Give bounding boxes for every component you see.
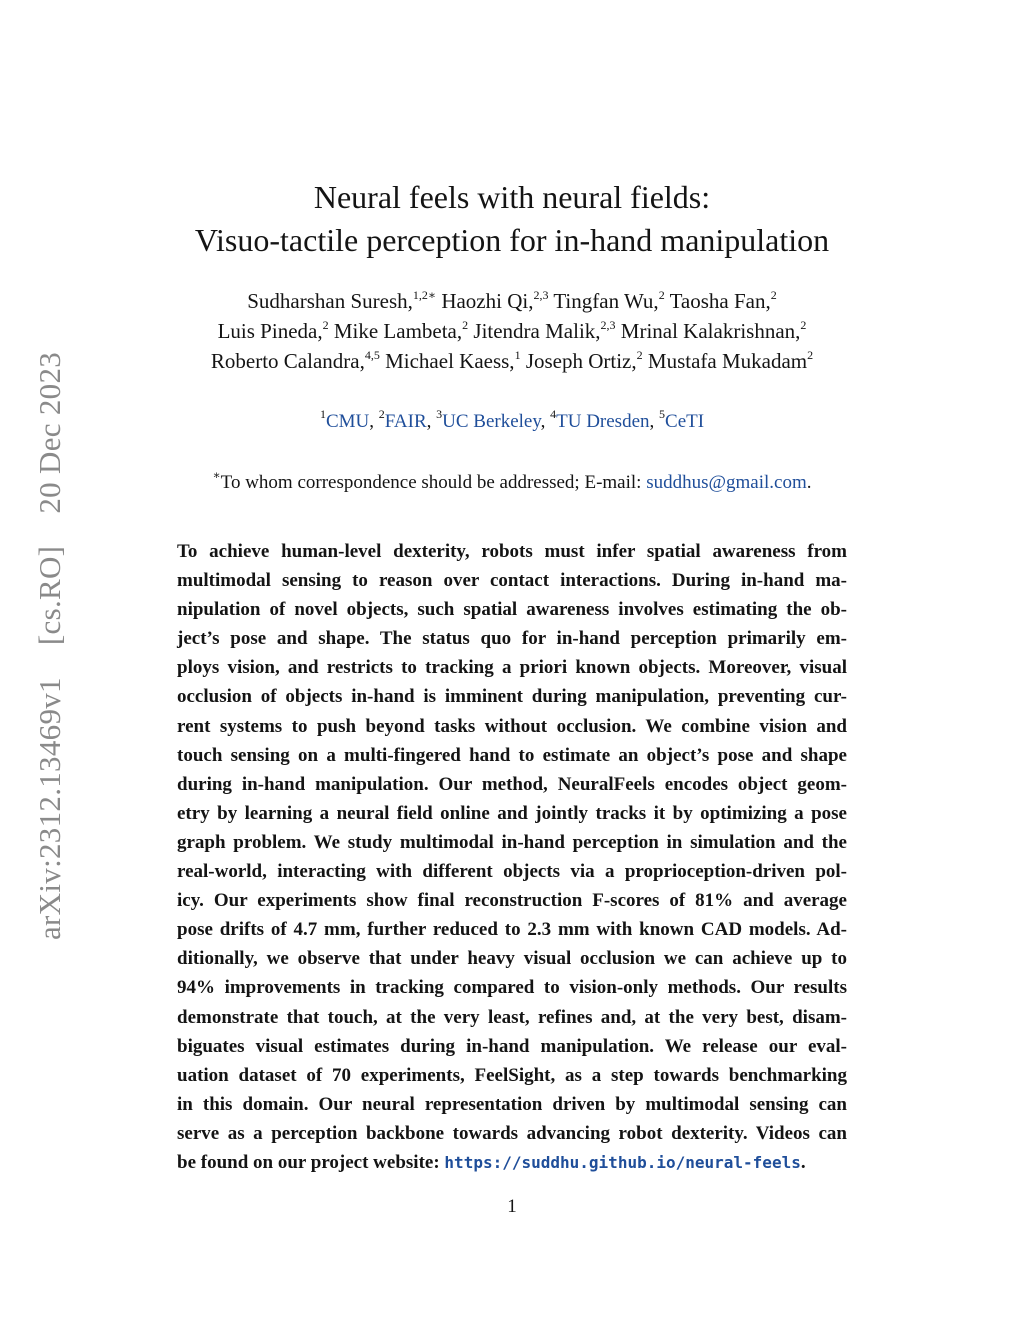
author: Mrinal Kalakrishnan, [620,319,801,343]
abstract-line: serve as a perception backbone towards advancing robot dexterity. Videos can [177,1122,847,1144]
affil-number: 4 [550,407,557,421]
author-affil-mark: 2 [658,288,665,302]
corr-text: To whom correspondence should be addressed; E-mail: [220,472,647,493]
abstract-line: etry by learning a neural field online and jointly tracks it by optimizing a pose [177,802,847,824]
abstract-line: during in-hand manipulation. Our method, NeuralFeels encodes object geom- [177,773,847,795]
abstract-line: demonstrate that touch, at the very least, refines and, at the very best, disam- [177,1006,847,1028]
abstract-line: ditionally, we observe that under heavy visual occlusion we can achieve up to [177,948,847,970]
affiliations: $^1$CMU, $^2$FAIR, $^3$UC Berkeley, $^4$TU Dresden, $^5$CeTI [319,407,705,432]
author: Mustafa Mukadam [647,349,808,373]
author-line-1 [100,286,924,317]
page-number: 1 [507,1196,517,1217]
author: Luis Pineda, [217,319,323,343]
abstract-line: icy. Our experiments show final reconstruction F-scores of 81% and average [177,890,847,912]
abstract-line: uation dataset of 70 experiments, FeelSight, as a step towards benchmarking [177,1064,847,1086]
correspondence-note [100,469,924,497]
abstract-line-end: . [800,1151,806,1173]
affil-number: 2 [378,407,385,421]
abstract-line: occlusion of objects in-hand is imminent during manipulation, preventing cur- [177,686,847,708]
author: Tingfan Wu, [553,289,659,313]
affil-number: 1 [319,407,326,421]
arxiv-date: 20 Dec 2023 [32,351,67,514]
abstract-line: pose drifts of 4.7 mm, further reduced to 2.3 mm with known CAD models. Ad- [177,919,847,941]
corr-mark: ∗ [212,468,221,482]
abstract-line: To achieve human-level dexterity, robots must infer spatial awareness from [177,541,847,562]
author-affil-mark: 2 [322,318,329,332]
abstract-line: rent systems to push beyond tasks without occlusion. We combine vision and [177,715,847,737]
author-affil-mark: 2,3 [533,288,549,302]
affil-link-cmu[interactable]: CMU [325,411,370,432]
abstract-line: real-world, interacting with different objects via a proprioception-driven pol- [177,861,847,883]
affil-link-fair[interactable]: FAIR [384,411,427,432]
author-affil-mark: 2 [636,348,643,362]
arxiv-id[interactable]: arXiv:2312.13469v1 [32,677,67,940]
project-website-link[interactable]: https://suddhu.github.io/neural-feels [444,1152,801,1172]
author-affil-mark: 2 [807,348,814,362]
abstract-line: nipulation of novel objects, such spatial awareness involves estimating the ob- [177,599,847,621]
author: Michael Kaess, [385,349,515,373]
author: Haozhi Qi, [441,289,534,313]
affil-link-tu-dresden[interactable]: TU Dresden [556,411,650,432]
author-affil-mark: 1,2∗ [412,288,437,302]
author-affil-mark: 1 [514,348,521,362]
affil-link-uc-berkeley[interactable]: UC Berkeley [442,411,541,432]
arxiv-stamp [26,340,74,940]
email-link[interactable]: suddhus@gmail.com [646,472,807,493]
affil-number: 3 [436,407,443,421]
abstract-line: 94% improvements in tracking compared to vision-only methods. Our results [177,977,847,999]
author-affil-mark: 4,5 [364,348,380,362]
paper-title-line-1: Neural feels with neural fields: [313,179,711,215]
author: Roberto Calandra, [210,349,365,373]
author-line-3 [100,346,924,377]
author: Sudharshan Suresh, [247,289,413,313]
affil-number: 5 [659,407,666,421]
abstract-last-line [177,1148,847,1177]
author-affil-mark: 2 [462,318,469,332]
abstract-line: graph problem. We study multimodal in-hand perception in simulation and the [177,831,847,853]
author-affil-mark: 2,3 [600,318,616,332]
author: Jitendra Malik, [473,319,601,343]
abstract-line: multimodal sensing to reason over contact interactions. During in-hand ma- [177,570,847,592]
paper-title-line-2: Visuo-tactile perception for in-hand manipulation [194,222,830,258]
abstract-line: ploys vision, and restricts to tracking a priori known objects. Moreover, visual [177,657,847,679]
abstract-line: ject’s pose and shape. The status quo for in-hand perception primarily em- [177,628,847,650]
author: Joseph Ortiz, [525,349,637,373]
author-line-2 [100,316,924,347]
abstract-line: biguates visual estimates during in-hand manipulation. We release our eval- [177,1035,847,1057]
abstract-line: touch sensing on a multi-fingered hand to estimate an object’s pose and shape [177,744,847,766]
corr-end: . [806,472,812,493]
affil-link-ceti[interactable]: CeTI [665,411,705,432]
abstract-line-text: be found on our project website: [177,1151,445,1173]
author: Mike Lambeta, [333,319,463,343]
abstract [177,537,847,1177]
author: Taosha Fan, [669,289,771,313]
arxiv-category: [cs.RO] [32,545,67,646]
author-affil-mark: 2 [770,288,777,302]
abstract-line: in this domain. Our neural representation driven by multimodal sensing can [177,1093,847,1115]
author-affil-mark: 2 [800,318,807,332]
